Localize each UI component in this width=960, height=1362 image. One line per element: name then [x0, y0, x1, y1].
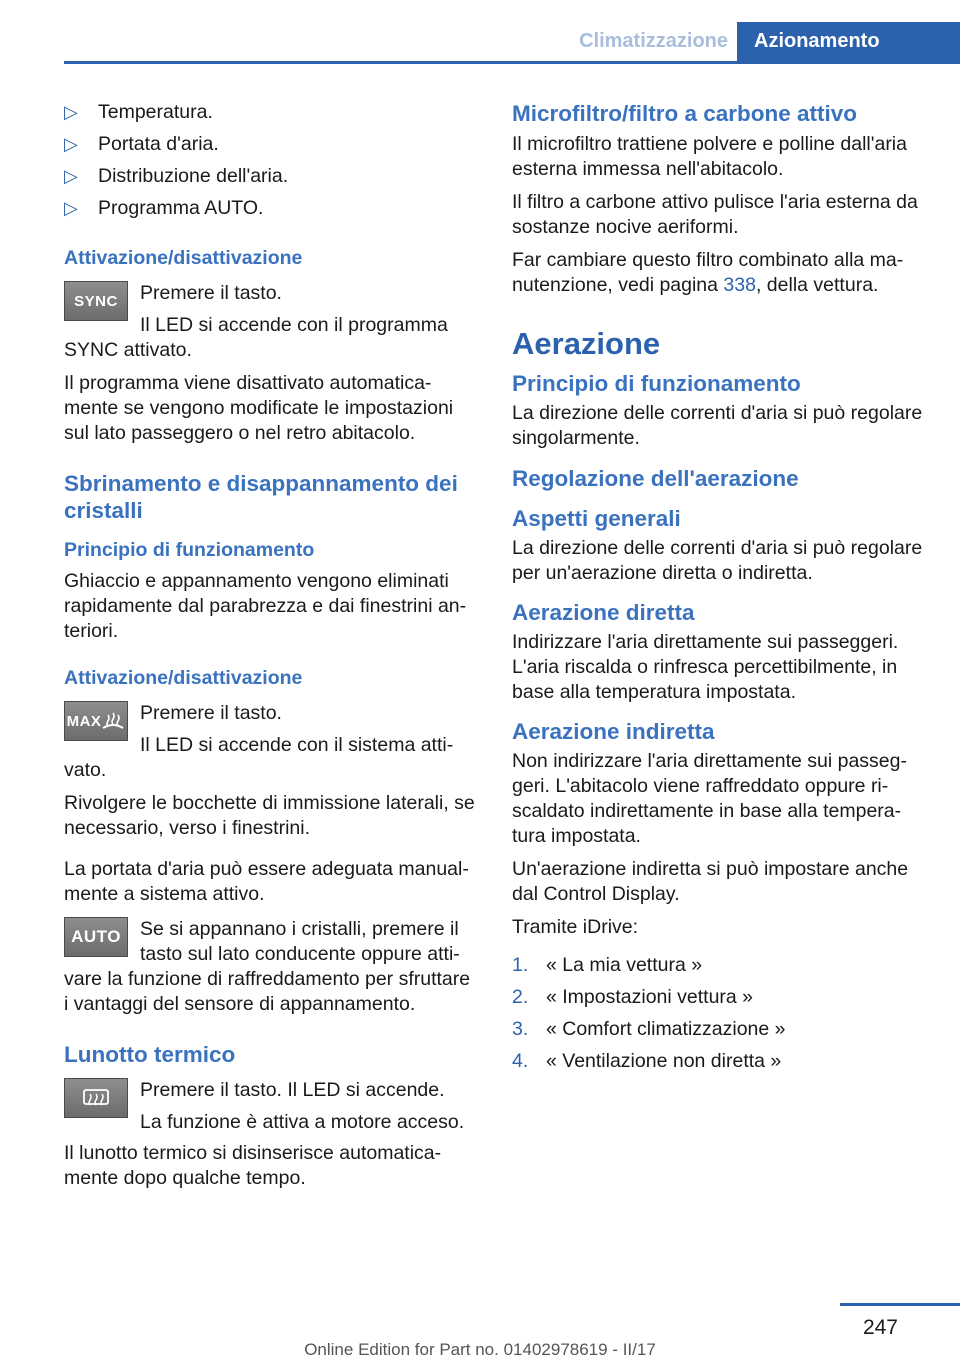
triangle-bullet-icon: ▷	[64, 134, 78, 154]
sync-deactivation-text: Il programma viene disattivato automaticamente se vengono modificate le impostazioni sul lato passeggero o nel retro abitacolo.	[64, 372, 454, 444]
triangle-bullet-icon: ▷	[64, 166, 78, 186]
page-number: 247	[862, 1316, 898, 1339]
list-item: ▷ Distribuzione dell'aria.	[64, 165, 289, 187]
aspetti-generali-heading: Aspetti generali	[512, 506, 681, 531]
climate-settings-list	[64, 100, 478, 228]
aerazione-diretta-text: Indirizzare l'aria direttamente sui passeggeri. L'aria riscalda o rinfresca percettibilmente, in base alla temperatura impostata.	[512, 631, 899, 703]
aerazione-principle-text: La direzione delle correnti d'aria si può regolare singolarmente.	[512, 402, 923, 449]
page-number-rule	[840, 1303, 960, 1306]
list-item: ▷ Programma AUTO.	[64, 197, 264, 219]
list-item: 1. « La mia vettura »	[512, 954, 703, 976]
defrost-heading: Sbrinamento e disappannamento dei cristalli	[64, 471, 458, 523]
defrost-activation-heading: Attivazione/disattivazione	[64, 667, 303, 689]
sync-instruction: SYNC Premere il tasto. Il LED si accende con il programma	[64, 281, 478, 338]
max-defrost-instruction: MAX Premere il tasto. Il LED si accende con il sistema atti-	[64, 701, 478, 758]
auto-instruction: AUTO Se si appannano i cristalli, premere il tasto sul lato conducente oppure atti-	[64, 917, 478, 967]
list-item: ▷ Temperatura.	[64, 101, 213, 123]
defrost-principle-text: Ghiaccio e appannamento vengono eliminati rapidamente dal parabrezza e dai finestrini anteriori.	[64, 570, 467, 642]
filter-service-text: Far cambiare questo filtro combinato alla manutenzione, vedi pagina 338, della vettura.	[512, 249, 904, 296]
rear-window-defrost-button-icon	[64, 1078, 128, 1118]
rear-window-instruction: Premere il tasto. Il LED si accende. La funzione è attiva a motore acceso.	[64, 1078, 478, 1135]
list-item: ▷ Portata d'aria.	[64, 133, 219, 155]
left-column: ▷ Temperatura. ▷ Portata d'aria. ▷ Distribuzione dell'aria. ▷ Programma AUTO. Attivazione/disattivazione SYNC Premere il tasto. Il LED si accende con il programma SYNC attivato. Il programma viene disattivato automaticamente se vengono modificate le impostazioni sul lato passeggero o nel retro abitacolo. Sbrinamento e disappannamento dei cristalli Principio di funzionamento Ghiaccio e appannamento vengono eliminati rapidamente dal parabrezza e dai finestrini anteriori. Attivazione/disattivazione MAX Premere il tasto. Il LED si accende con il sistema atti- vato. Rivolgere le bocchette di immissione laterali, se necessario, verso i finestrini. La portata d'aria può essere adeguata manualmente a sistema attivo. AUTO Se si appannano i cristalli, premere il tasto sul lato conducente oppure atti- vare la funzione di raffreddamento per sfruttare i vantaggi del sensore di appannamento. Lunotto termico Premere il tasto. Il LED si accende. La funzione è attiva a motore acceso. Il lunotto termico si disinserisce automaticamente dopo qualche tempo.	[64, 100, 478, 1191]
header-chapter-tab: Azionamento	[737, 22, 960, 62]
list-item: 2. « Impostazioni vettura »	[512, 986, 754, 1008]
triangle-bullet-icon: ▷	[64, 198, 78, 218]
right-column	[512, 100, 928, 1081]
aerazione-principle-heading: Principio di funzionamento	[512, 371, 801, 396]
rear-window-heading: Lunotto termico	[64, 1042, 236, 1067]
idrive-steps-list	[512, 953, 928, 1081]
aspetti-generali-text: La direzione delle correnti d'aria si può regolare per un'aerazione diretta o indiretta.	[512, 537, 923, 584]
max-defrost-button-icon: MAX	[64, 701, 128, 741]
defrost-principle-heading: Principio di funzionamento	[64, 539, 315, 561]
aerazione-title: Aerazione	[512, 326, 661, 361]
aerazione-indiretta-text: Non indirizzare l'aria direttamente sui passeggeri. L'abitacolo viene raffreddato oppure riscaldato indirettamente in base alla temperatura impostata.	[512, 750, 907, 847]
rear-window-auto-off-text: Il lunotto termico si disinserisce automaticamente dopo qualche tempo.	[64, 1142, 442, 1189]
sync-activation-heading: Attivazione/disattivazione	[64, 247, 303, 269]
page-reference-link[interactable]: 338	[723, 274, 756, 296]
edition-footer: Online Edition for Part no. 01402978619 - II/17	[304, 1340, 656, 1359]
triangle-bullet-icon: ▷	[64, 102, 78, 122]
control-display-text: Un'aerazione indiretta si può impostare anche dal Control Display.	[512, 858, 909, 905]
aerazione-indiretta-heading: Aerazione indiretta	[512, 719, 715, 744]
auto-button-icon: AUTO	[64, 917, 128, 957]
list-item: 3. « Comfort climatizzazione »	[512, 1018, 786, 1040]
regolazione-heading: Regolazione dell'aerazione	[512, 466, 799, 491]
filter-heading: Microfiltro/filtro a carbone attivo	[512, 101, 858, 126]
aerazione-diretta-heading: Aerazione diretta	[512, 600, 695, 625]
list-item: 4. « Ventilazione non diretta »	[512, 1050, 782, 1072]
carbon-filter-text: Il filtro a carbone attivo pulisce l'aria esterna da sostanze nocive aeriformi.	[512, 191, 918, 238]
header-section-title: Climatizzazione	[579, 30, 728, 52]
idrive-text: Tramite iDrive:	[512, 916, 639, 938]
windshield-defrost-icon	[101, 711, 125, 731]
defrost-vents-text: Rivolgere le bocchette di immissione laterali, se necessario, verso i finestrini.	[64, 792, 475, 839]
defrost-airflow-text: La portata d'aria può essere adeguata manualmente a sistema attivo.	[64, 858, 469, 905]
rear-window-heating-icon	[81, 1086, 111, 1110]
microfilter-text: Il microfiltro trattiene polvere e polline dall'aria esterna immessa nell'abitacolo.	[512, 133, 907, 180]
sync-button-icon: SYNC	[64, 281, 128, 321]
